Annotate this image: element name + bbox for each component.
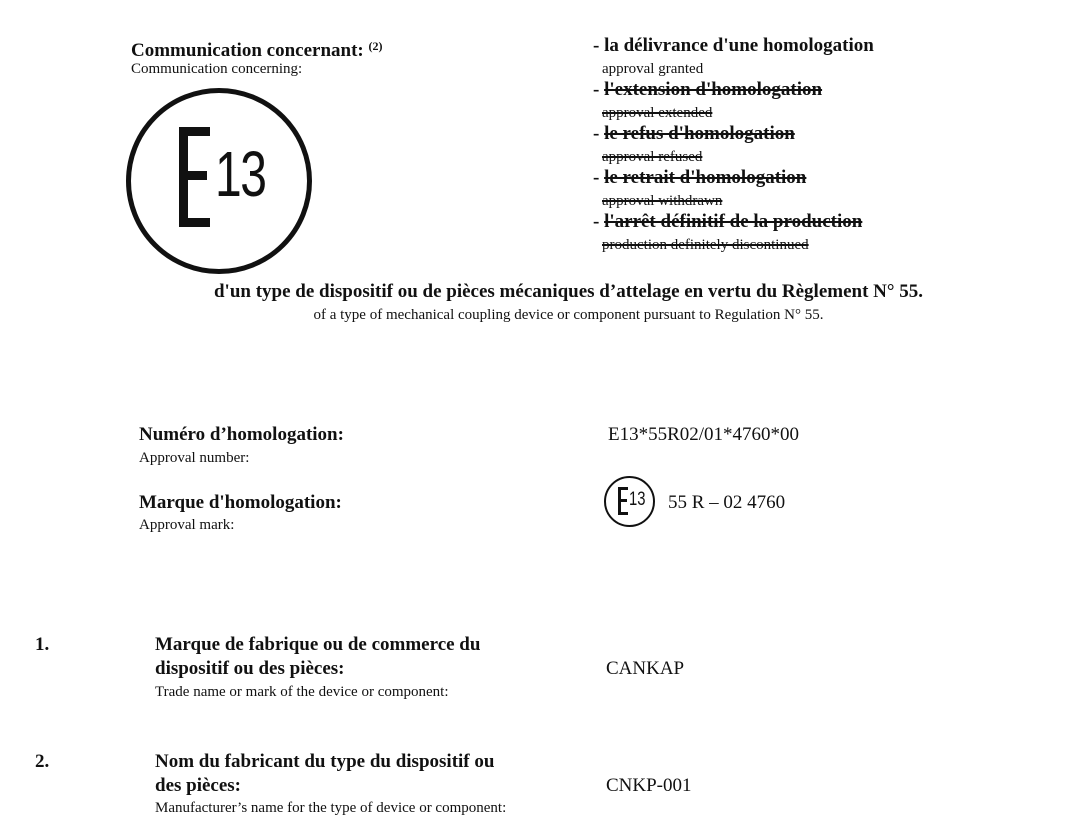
subject-en: of a type of mechanical coupling device or component pursuant to Regulation N° 55. (313, 307, 824, 323)
approval-mark-label: Marque d'homologation: (139, 492, 342, 513)
item-label-fr-line2: des pièces: (155, 775, 242, 796)
option-granted-en: approval granted (602, 61, 704, 77)
communication-title-en: Communication concerning: (131, 61, 303, 77)
option-refused-fr: - le refus d'homologation (593, 123, 795, 144)
option-granted-fr: - la délivrance d'une homologation (593, 35, 874, 56)
option-discontinued-en: production definitely discontinued (602, 237, 809, 253)
mark-country-number: 13 (215, 138, 266, 210)
communication-title: Communication concernant: $^{(2)}$ (131, 39, 383, 61)
item-label-en: Manufacturer’s name for the type of device or component: (155, 800, 507, 816)
approval-number-label: Numéro d’homologation: (139, 424, 344, 445)
option-extended-en: approval extended (602, 105, 713, 121)
option-withdrawn-en: approval withdrawn (602, 193, 723, 209)
e-letter-glyph-small (618, 487, 628, 515)
approval-mark-label-en: Approval mark: (139, 517, 235, 533)
item-number: 2. (35, 751, 50, 772)
option-discontinued-fr: - l'arrêt définitif de la production (593, 211, 863, 232)
subject-fr: d'un type de dispositif ou de pièces mécaniques d’attelage en vertu du Règlement N° 55. (213, 281, 923, 302)
item-label-fr-line1: Marque de fabrique ou de commerce du (155, 634, 481, 655)
approval-number-value: E13*55R02/01*4760*00 (608, 424, 800, 445)
small-mark-country-number: 13 (629, 489, 646, 510)
approval-number-label-en: Approval number: (139, 450, 250, 466)
item-label-en: Trade name or mark of the device or component: (155, 684, 449, 700)
approval-mark-value: 55 R – 02 4760 (668, 492, 786, 513)
e-letter-glyph (179, 127, 210, 227)
item-label-fr-line1: Nom du fabricant du type du dispositif ou (155, 751, 495, 772)
option-extended-fr: - l'extension d'homologation (593, 79, 823, 100)
manufacturer-name-value: CNKP-001 (606, 775, 692, 796)
e13-small-circle-mark (604, 476, 655, 527)
item-number: 1. (35, 634, 50, 655)
e13-approval-circle-mark (126, 88, 312, 274)
trade-name-value: CANKAP (606, 658, 685, 679)
option-withdrawn-fr: - le retrait d'homologation (593, 167, 807, 188)
item-label-fr-line2: dispositif ou des pièces: (155, 658, 345, 679)
footnote-ref: (2) (368, 39, 383, 53)
option-refused-en: approval refused (602, 149, 703, 165)
